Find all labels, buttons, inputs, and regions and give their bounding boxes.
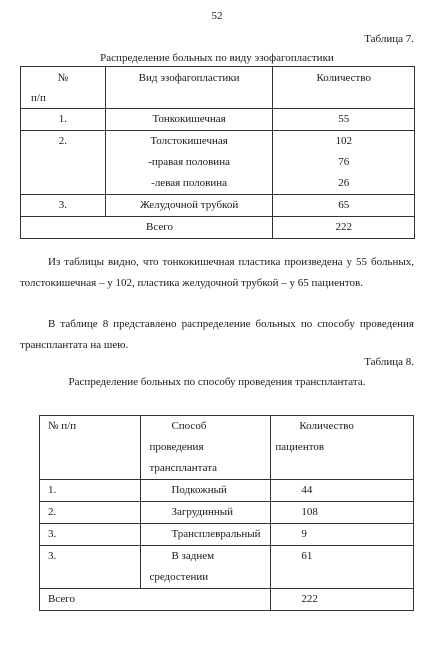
table7-cell-num: 3. — [21, 195, 106, 217]
table8-header-method-line3: трансплантата — [149, 462, 218, 474]
table8-total-label: Всего — [40, 589, 271, 611]
table8-header-num: № п/п — [40, 416, 141, 480]
table7-row2b-count: 26 — [338, 177, 350, 189]
table8-cell-num: 1. — [40, 480, 141, 502]
paragraph-1-text: Из таблицы видно, что тонкокишечная пластика произведена у 55 больных, толстокишечная – у 102, пластика желудочной трубкой – у 65 пациентов. — [20, 256, 414, 289]
table8-header-count-line2: пациентов — [275, 441, 325, 453]
table7-total-row — [21, 217, 415, 239]
table7-row2b-type: -левая половина — [151, 177, 228, 189]
table8-total-row — [40, 589, 414, 611]
table8 — [39, 415, 414, 611]
table8-cell-method-line1: В заднем — [171, 550, 215, 562]
table7-cell-num — [21, 131, 106, 195]
table7-row2a-type: -правая половина — [148, 156, 230, 168]
table8-cell-num: 2. — [40, 502, 141, 524]
table-row — [21, 109, 415, 131]
table7-header-num-line2: п/п — [31, 92, 46, 104]
table7-header-count: Количество — [273, 67, 415, 109]
table-row — [40, 502, 414, 524]
table-row — [21, 131, 415, 195]
table8-total-count: 222 — [271, 589, 414, 611]
table8-header-count — [271, 416, 414, 480]
table8-cell-method-line2: средостении — [149, 571, 209, 583]
paragraph-2-text: В таблице 8 представлено распределение больных по способу проведения трансплантата на шею. — [20, 318, 414, 351]
table7-label: Таблица 7. — [364, 33, 414, 45]
table7-total-count: 222 — [273, 217, 415, 239]
table7-cell-num: 1. — [21, 109, 106, 131]
table7-header-num — [21, 67, 106, 109]
table8-cell-method: Подкожный — [141, 480, 271, 502]
table8-cell-method — [141, 546, 271, 589]
table7-header-num-line1: № — [57, 72, 69, 84]
table7-row2-type: Толстокишечная — [150, 135, 228, 147]
table8-header-count-line1: Количество — [299, 420, 354, 432]
table8-cell-count: 61 — [271, 546, 414, 589]
table8-header-method — [141, 416, 271, 480]
table7-header-row — [21, 67, 415, 109]
table-row — [40, 546, 414, 589]
page-number: 52 — [211, 10, 223, 22]
table8-cell-num: 3. — [40, 524, 141, 546]
table-row — [40, 524, 414, 546]
table8-header-method-line1: Способ — [171, 420, 207, 432]
table8-cell-method: Загрудинный — [141, 502, 271, 524]
table7-cell-type: Тонкокишечная — [105, 109, 273, 131]
paragraph-2 — [20, 314, 414, 356]
table7-cell-type — [105, 131, 273, 195]
table7-header-type: Вид эзофагопластики — [105, 67, 273, 109]
table-row — [21, 195, 415, 217]
table8-cell-method: Трансплевральный — [141, 524, 271, 546]
table7-total-label: Всего — [21, 217, 273, 239]
table8-caption: Распределение больных по способу проведения трансплантата. — [68, 376, 366, 388]
table8-cell-count: 9 — [271, 524, 414, 546]
table-row — [40, 480, 414, 502]
table7-cell-count: 65 — [273, 195, 415, 217]
table7-row2-count: 102 — [335, 135, 352, 147]
table7-cell-count: 55 — [273, 109, 415, 131]
table7-cell-num-text: 2. — [58, 135, 67, 147]
table8-header-method-line2: проведения — [149, 441, 204, 453]
table7-row2a-count: 76 — [338, 156, 350, 168]
table8-cell-count: 108 — [271, 502, 414, 524]
table8-cell-num: 3. — [40, 546, 141, 589]
table8-label: Таблица 8. — [364, 356, 414, 368]
table7-caption: Распределение больных по виду эзофагопластики — [100, 52, 334, 64]
table7-cell-count — [273, 131, 415, 195]
table8-cell-count: 44 — [271, 480, 414, 502]
paragraph-1 — [20, 252, 414, 294]
table7-cell-type: Желудочной трубкой — [105, 195, 273, 217]
table8-header-row — [40, 416, 414, 480]
table7 — [20, 66, 415, 239]
